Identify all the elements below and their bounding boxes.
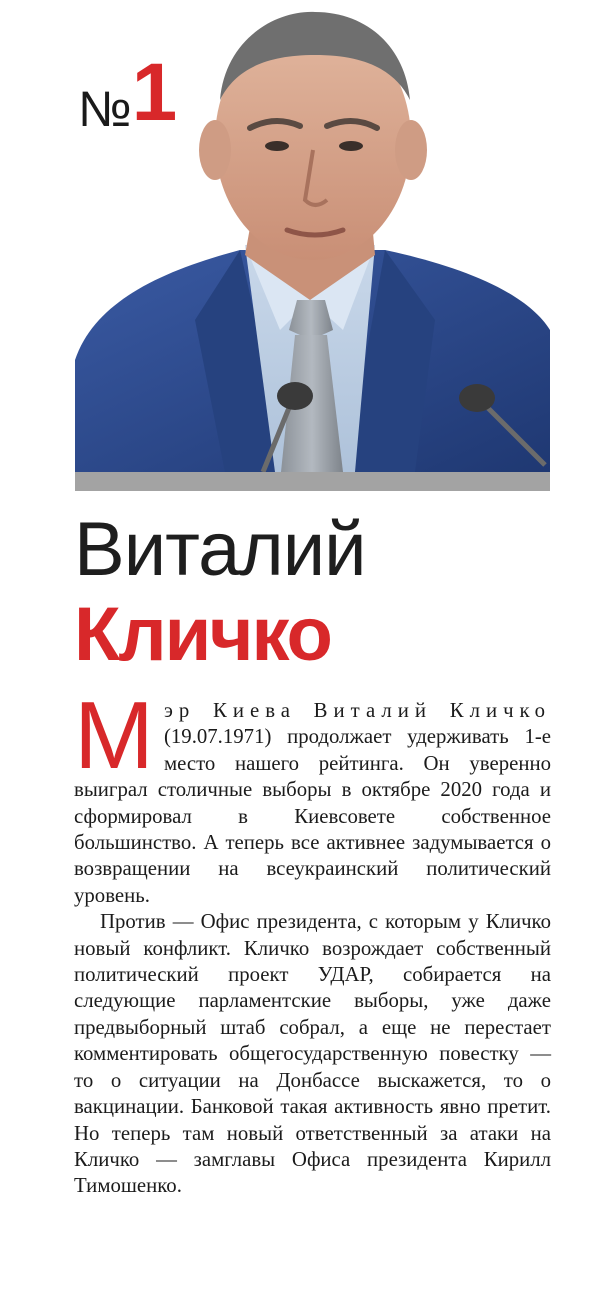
paragraph-1-text: (19.07.1971) продолжает удерживать 1-е место нашего рейтинга. Он уверенно выиграл столичные выборы в октябре 2020 года и сформировал в Киевсовете собственное большинство. А теперь все активнее задумывается о возвращении на всеукраинский политический уровень. bbox=[74, 725, 551, 907]
first-name-heading: Виталий bbox=[74, 507, 366, 592]
portrait-photo bbox=[75, 0, 550, 472]
paragraph-2: Против — Офис президента, с которым у Кличко новый конфликт. Кличко возрождает собственный политический проект УДАР, собирается на следующие парламентские выборы, уже даже предвыборный штаб собрал, а еще не перестает комментировать общегосударственную повестку — то о ситуации на Донбассе выскажется, то о вакцинации. Банковой такая активность явно претит. Но теперь там новый ответственный за атаки на Кличко — замглавы Офиса президента Кирилл Тимошенко. bbox=[74, 910, 551, 1198]
photo-caption-bar bbox=[75, 472, 550, 491]
rank-number: 1 bbox=[131, 47, 178, 138]
paragraph-1-lead: эр Киева Виталий Кличко bbox=[163, 699, 551, 722]
paragraph-1 bbox=[74, 682, 551, 909]
portrait-illustration bbox=[75, 0, 550, 472]
last-name-heading: Кличко bbox=[74, 592, 331, 677]
article-body bbox=[74, 682, 551, 1200]
rank-number-sign: № bbox=[78, 81, 130, 137]
drop-cap: М bbox=[74, 682, 154, 789]
